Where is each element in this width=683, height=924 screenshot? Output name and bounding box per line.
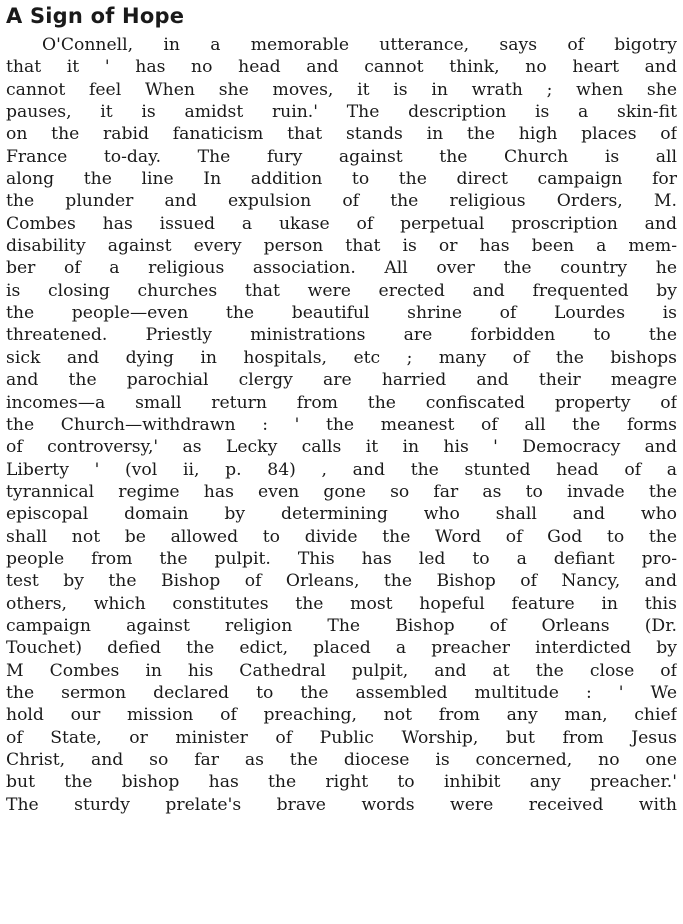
article-line: sick and dying in hospitals, etc ; many of the bishops [6, 347, 677, 368]
article-line: France to-day. The fury against the Church is all [6, 146, 677, 167]
article-line: but the bishop has the right to inhibit any preacher.' [6, 772, 677, 793]
article-line: M Combes in his Cathedral pulpit, and at the close of [6, 660, 677, 681]
article-line: Christ, and so far as the diocese is concerned, no one [6, 750, 677, 770]
article-line: campaign against religion The Bishop of Orleans (Dr. [6, 615, 677, 636]
article-line: incomes—a small return from the confiscated property of [6, 392, 677, 413]
article-line: Combes has issued a ukase of perpetual proscription and [6, 213, 677, 234]
article-body [6, 34, 677, 816]
article-line: threatened. Priestly ministrations are forbidden to the [6, 325, 677, 346]
article-title: A Sign of Hope [6, 4, 185, 28]
article-line: The sturdy prelate's brave words were received with [6, 794, 677, 815]
article-line: others, which constitutes the most hopeful feature in this [6, 593, 677, 614]
article-line: on the rabid fanaticism that stands in the high places of [6, 124, 677, 145]
article-line: disability against every person that is or has been a mem- [6, 236, 677, 257]
article-line: hold our mission of preaching, not from any man, chief [6, 705, 677, 726]
article-line: ber of a religious association. All over the country he [6, 258, 677, 279]
article-line: shall not be allowed to divide the Word of God to the [6, 526, 677, 547]
article-line: people from the pulpit. This has led to a defiant pro- [6, 548, 677, 569]
article-line: along the line In addition to the direct campaign for [6, 169, 677, 190]
article-line: that it ' has no head and cannot think, no heart and [6, 57, 677, 78]
article-line: Touchet) defied the edict, placed a preacher interdicted by [6, 638, 677, 659]
article-line: Liberty ' (vol ii, p. 84) , and the stunted head of a [6, 459, 677, 480]
article-line: episcopal domain by determining who shall and who [6, 504, 677, 525]
article-line: the people—even the beautiful shrine of Lourdes is [6, 303, 677, 324]
article-line: is closing churches that were erected and frequented by [6, 280, 677, 301]
article-line: the plunder and expulsion of the religious Orders, M. [6, 191, 677, 212]
article-line: of controversy,' as Lecky calls it in his ' Democracy and [6, 437, 677, 458]
article-line: of State, or minister of Public Worship, but from Jesus [6, 727, 677, 748]
article-line: the Church—withdrawn : ' the meanest of all the forms [6, 414, 677, 435]
article-line: and the parochial clergy are harried and their meagre [6, 370, 677, 391]
article-line: the sermon declared to the assembled multitude : ' We [6, 682, 677, 703]
article-line: tyrannical regime has even gone so far as to invade the [6, 481, 677, 502]
article-line: O'Connell, in a memorable utterance, says of bigotry [42, 35, 677, 55]
article-line: test by the Bishop of Orleans, the Bishop of Nancy, and [6, 571, 677, 592]
article-line: cannot feel When she moves, it is in wrath ; when she [6, 79, 677, 100]
article-line: pauses, it is amidst ruin.' The description is a skin-fit [6, 102, 677, 123]
